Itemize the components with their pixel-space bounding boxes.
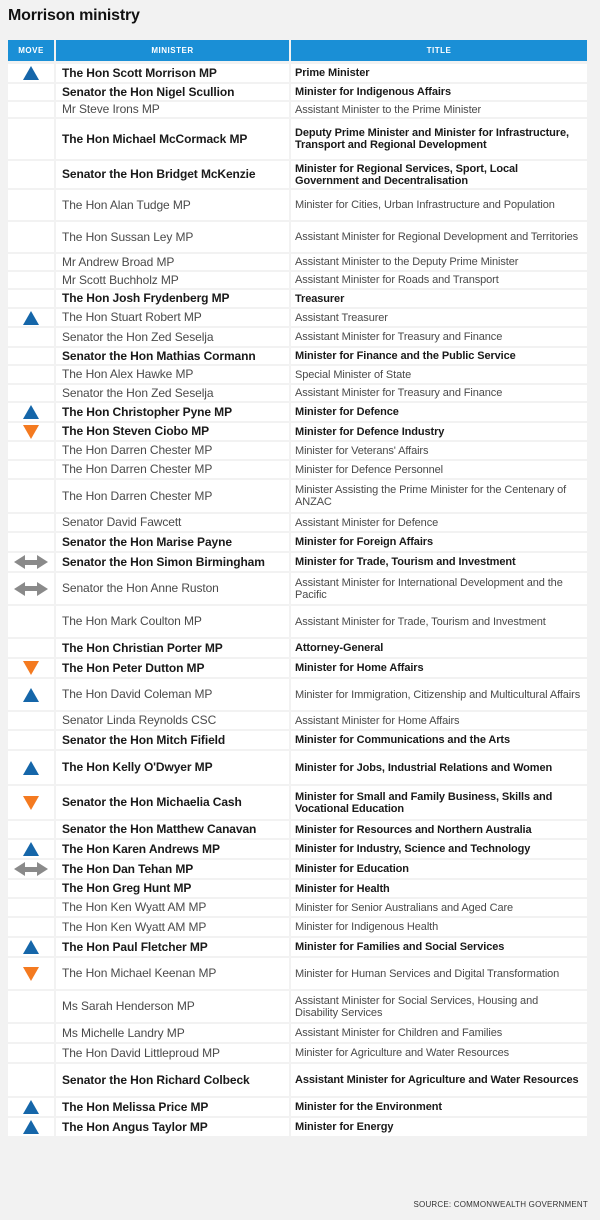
move-cell (8, 751, 54, 784)
move-sideways-icon (14, 555, 48, 569)
portfolio-title: Minister for Home Affairs (291, 659, 587, 677)
move-cell (8, 161, 54, 188)
move-cell (8, 442, 54, 459)
minister-name: Senator the Hon Anne Ruston (56, 573, 289, 604)
table-header (8, 40, 589, 61)
move-cell (8, 190, 54, 220)
move-cell (8, 1044, 54, 1062)
move-cell (8, 84, 54, 100)
minister-name: The Hon Stuart Robert MP (56, 309, 289, 326)
table-row (8, 606, 589, 637)
table-row (8, 1044, 589, 1062)
move-up-icon (23, 688, 39, 702)
portfolio-title: Special Minister of State (291, 366, 587, 383)
table-row (8, 423, 589, 440)
minister-name: Senator the Hon Mathias Cormann (56, 348, 289, 364)
minister-name: Senator the Hon Mitch Fifield (56, 731, 289, 749)
table-row (8, 161, 589, 188)
minister-name: The Hon David Littleproud MP (56, 1044, 289, 1062)
header-move: MOVE (8, 40, 54, 61)
minister-name: Senator Linda Reynolds CSC (56, 712, 289, 729)
table-body (8, 64, 589, 1136)
portfolio-title: Minister for Immigration, Citizenship and Multicultural Affairs (291, 679, 587, 710)
portfolio-title: Minister for Education (291, 860, 587, 878)
table-row (8, 840, 589, 858)
portfolio-title: Minister Assisting the Prime Minister for the Centenary of ANZAC (291, 480, 587, 512)
portfolio-title: Minister for Jobs, Industrial Relations and Women (291, 751, 587, 784)
minister-name: The Hon Dan Tehan MP (56, 860, 289, 878)
move-down-icon (23, 425, 39, 439)
move-cell (8, 786, 54, 819)
portfolio-title: Minister for Human Services and Digital Transformation (291, 958, 587, 989)
portfolio-title: Minister for Health (291, 880, 587, 897)
minister-name: The Hon Melissa Price MP (56, 1098, 289, 1116)
minister-name: The Hon Ken Wyatt AM MP (56, 918, 289, 936)
minister-name: The Hon Alan Tudge MP (56, 190, 289, 220)
portfolio-title: Assistant Minister for Treasury and Finance (291, 328, 587, 346)
minister-name: The Hon Steven Ciobo MP (56, 423, 289, 440)
minister-name: The Hon Christopher Pyne MP (56, 403, 289, 421)
table-row (8, 751, 589, 784)
move-cell (8, 533, 54, 551)
minister-name: The Hon Greg Hunt MP (56, 880, 289, 897)
move-cell (8, 712, 54, 729)
move-cell (8, 1118, 54, 1136)
minister-name: The Hon Sussan Ley MP (56, 222, 289, 252)
move-cell (8, 385, 54, 401)
portfolio-title: Assistant Minister for Agriculture and Water Resources (291, 1064, 587, 1096)
minister-name: Mr Scott Buchholz MP (56, 272, 289, 288)
move-up-icon (23, 940, 39, 954)
table-row (8, 403, 589, 421)
minister-name: The Hon Mark Coulton MP (56, 606, 289, 637)
move-cell (8, 1024, 54, 1042)
move-cell (8, 679, 54, 710)
move-cell (8, 821, 54, 838)
move-cell (8, 1098, 54, 1116)
table-row (8, 958, 589, 989)
move-cell (8, 659, 54, 677)
move-sideways-icon (14, 862, 48, 876)
minister-name: Senator the Hon Zed Seselja (56, 328, 289, 346)
move-cell (8, 309, 54, 326)
portfolio-title: Minister for Energy (291, 1118, 587, 1136)
move-cell (8, 573, 54, 604)
minister-name: Senator the Hon Richard Colbeck (56, 1064, 289, 1096)
portfolio-title: Minister for Indigenous Affairs (291, 84, 587, 100)
table-row (8, 254, 589, 270)
move-up-icon (23, 1100, 39, 1114)
minister-name: Senator David Fawcett (56, 514, 289, 531)
move-up-icon (23, 405, 39, 419)
table-row (8, 222, 589, 252)
move-up-icon (23, 761, 39, 775)
table-row (8, 366, 589, 383)
move-cell (8, 899, 54, 916)
portfolio-title: Assistant Minister to the Deputy Prime Minister (291, 254, 587, 270)
table-row (8, 64, 589, 82)
portfolio-title: Deputy Prime Minister and Minister for Infrastructure, Transport and Regional Development (291, 119, 587, 159)
minister-name: The Hon Michael McCormack MP (56, 119, 289, 159)
table-row (8, 1024, 589, 1042)
portfolio-title: Assistant Minister for Defence (291, 514, 587, 531)
table-row (8, 786, 589, 819)
portfolio-title: Minister for the Environment (291, 1098, 587, 1116)
move-cell (8, 840, 54, 858)
move-cell (8, 64, 54, 82)
portfolio-title: Assistant Minister to the Prime Minister (291, 102, 587, 117)
move-cell (8, 348, 54, 364)
move-cell (8, 328, 54, 346)
move-down-icon (23, 796, 39, 810)
move-cell (8, 958, 54, 989)
source-note: SOURCE: COMMONWEALTH GOVERNMENT (413, 1200, 588, 1209)
portfolio-title: Assistant Minister for Treasury and Finance (291, 385, 587, 401)
move-cell (8, 991, 54, 1022)
minister-name: The Hon Angus Taylor MP (56, 1118, 289, 1136)
move-cell (8, 403, 54, 421)
table-row (8, 442, 589, 459)
table-row (8, 731, 589, 749)
move-cell (8, 366, 54, 383)
table-row (8, 1098, 589, 1116)
minister-name: The Hon Christian Porter MP (56, 639, 289, 657)
portfolio-title: Minister for Foreign Affairs (291, 533, 587, 551)
minister-name: Ms Michelle Landry MP (56, 1024, 289, 1042)
portfolio-title: Minister for Industry, Science and Technology (291, 840, 587, 858)
portfolio-title: Assistant Minister for International Development and the Pacific (291, 573, 587, 604)
ministry-table (8, 40, 589, 1138)
move-down-icon (23, 661, 39, 675)
table-row (8, 84, 589, 100)
table-row (8, 938, 589, 956)
minister-name: The Hon Darren Chester MP (56, 461, 289, 478)
move-up-icon (23, 842, 39, 856)
table-row (8, 679, 589, 710)
move-sideways-icon (14, 582, 48, 596)
table-row (8, 899, 589, 916)
move-cell (8, 1064, 54, 1096)
portfolio-title: Assistant Minister for Children and Families (291, 1024, 587, 1042)
portfolio-title: Assistant Minister for Social Services, Housing and Disability Services (291, 991, 587, 1022)
portfolio-title: Minister for Trade, Tourism and Investment (291, 553, 587, 571)
minister-name: Mr Steve Irons MP (56, 102, 289, 117)
portfolio-title: Minister for Communications and the Arts (291, 731, 587, 749)
table-row (8, 991, 589, 1022)
minister-name: The Hon Peter Dutton MP (56, 659, 289, 677)
move-cell (8, 553, 54, 571)
portfolio-title: Minister for Veterans' Affairs (291, 442, 587, 459)
table-row (8, 102, 589, 117)
move-cell (8, 880, 54, 897)
table-row (8, 533, 589, 551)
minister-name: The Hon Kelly O'Dwyer MP (56, 751, 289, 784)
minister-name: The Hon Karen Andrews MP (56, 840, 289, 858)
table-row (8, 659, 589, 677)
table-row (8, 821, 589, 838)
move-cell (8, 119, 54, 159)
table-row (8, 190, 589, 220)
minister-name: The Hon Josh Frydenberg MP (56, 290, 289, 307)
portfolio-title: Minister for Small and Family Business, Skills and Vocational Education (291, 786, 587, 819)
move-cell (8, 918, 54, 936)
move-cell (8, 514, 54, 531)
move-cell (8, 461, 54, 478)
table-row (8, 272, 589, 288)
portfolio-title: Assistant Minister for Trade, Tourism and Investment (291, 606, 587, 637)
move-up-icon (23, 311, 39, 325)
portfolio-title: Minister for Defence Industry (291, 423, 587, 440)
minister-name: The Hon Ken Wyatt AM MP (56, 899, 289, 916)
portfolio-title: Minister for Regional Services, Sport, Local Government and Decentralisation (291, 161, 587, 188)
page-title: Morrison ministry (8, 7, 140, 24)
move-up-icon (23, 66, 39, 80)
minister-name: The Hon Alex Hawke MP (56, 366, 289, 383)
portfolio-title: Minister for Indigenous Health (291, 918, 587, 936)
portfolio-title: Minister for Agriculture and Water Resources (291, 1044, 587, 1062)
minister-name: Ms Sarah Henderson MP (56, 991, 289, 1022)
portfolio-title: Attorney-General (291, 639, 587, 657)
portfolio-title: Minister for Senior Australians and Aged Care (291, 899, 587, 916)
move-cell (8, 860, 54, 878)
table-row (8, 639, 589, 657)
minister-name: The Hon Scott Morrison MP (56, 64, 289, 82)
move-cell (8, 102, 54, 117)
minister-name: Senator the Hon Bridget McKenzie (56, 161, 289, 188)
table-row (8, 119, 589, 159)
move-up-icon (23, 1120, 39, 1134)
move-cell (8, 938, 54, 956)
table-row (8, 461, 589, 478)
table-row (8, 553, 589, 571)
portfolio-title: Minister for Cities, Urban Infrastructure and Population (291, 190, 587, 220)
header-title: TITLE (291, 40, 587, 61)
move-cell (8, 423, 54, 440)
move-cell (8, 606, 54, 637)
minister-name: The Hon Darren Chester MP (56, 480, 289, 512)
move-cell (8, 272, 54, 288)
table-row (8, 309, 589, 326)
minister-name: The Hon David Coleman MP (56, 679, 289, 710)
table-row (8, 348, 589, 364)
table-row (8, 1064, 589, 1096)
table-row (8, 1118, 589, 1136)
table-row (8, 573, 589, 604)
move-cell (8, 254, 54, 270)
portfolio-title: Minister for Defence (291, 403, 587, 421)
move-cell (8, 731, 54, 749)
portfolio-title: Minister for Families and Social Services (291, 938, 587, 956)
table-row (8, 290, 589, 307)
portfolio-title: Treasurer (291, 290, 587, 307)
table-row (8, 514, 589, 531)
minister-name: The Hon Darren Chester MP (56, 442, 289, 459)
minister-name: Mr Andrew Broad MP (56, 254, 289, 270)
table-row (8, 480, 589, 512)
table-row (8, 385, 589, 401)
minister-name: Senator the Hon Matthew Canavan (56, 821, 289, 838)
move-cell (8, 222, 54, 252)
minister-name: Senator the Hon Marise Payne (56, 533, 289, 551)
move-cell (8, 480, 54, 512)
portfolio-title: Minister for Resources and Northern Australia (291, 821, 587, 838)
table-row (8, 712, 589, 729)
table-row (8, 860, 589, 878)
minister-name: The Hon Michael Keenan MP (56, 958, 289, 989)
header-minister: MINISTER (56, 40, 289, 61)
portfolio-title: Prime Minister (291, 64, 587, 82)
portfolio-title: Assistant Minister for Home Affairs (291, 712, 587, 729)
move-down-icon (23, 967, 39, 981)
portfolio-title: Assistant Treasurer (291, 309, 587, 326)
minister-name: Senator the Hon Simon Birmingham (56, 553, 289, 571)
table-row (8, 328, 589, 346)
move-cell (8, 639, 54, 657)
portfolio-title: Minister for Defence Personnel (291, 461, 587, 478)
minister-name: Senator the Hon Zed Seselja (56, 385, 289, 401)
portfolio-title: Assistant Minister for Regional Development and Territories (291, 222, 587, 252)
minister-name: Senator the Hon Nigel Scullion (56, 84, 289, 100)
move-cell (8, 290, 54, 307)
portfolio-title: Assistant Minister for Roads and Transport (291, 272, 587, 288)
portfolio-title: Minister for Finance and the Public Service (291, 348, 587, 364)
minister-name: Senator the Hon Michaelia Cash (56, 786, 289, 819)
minister-name: The Hon Paul Fletcher MP (56, 938, 289, 956)
table-row (8, 918, 589, 936)
table-row (8, 880, 589, 897)
